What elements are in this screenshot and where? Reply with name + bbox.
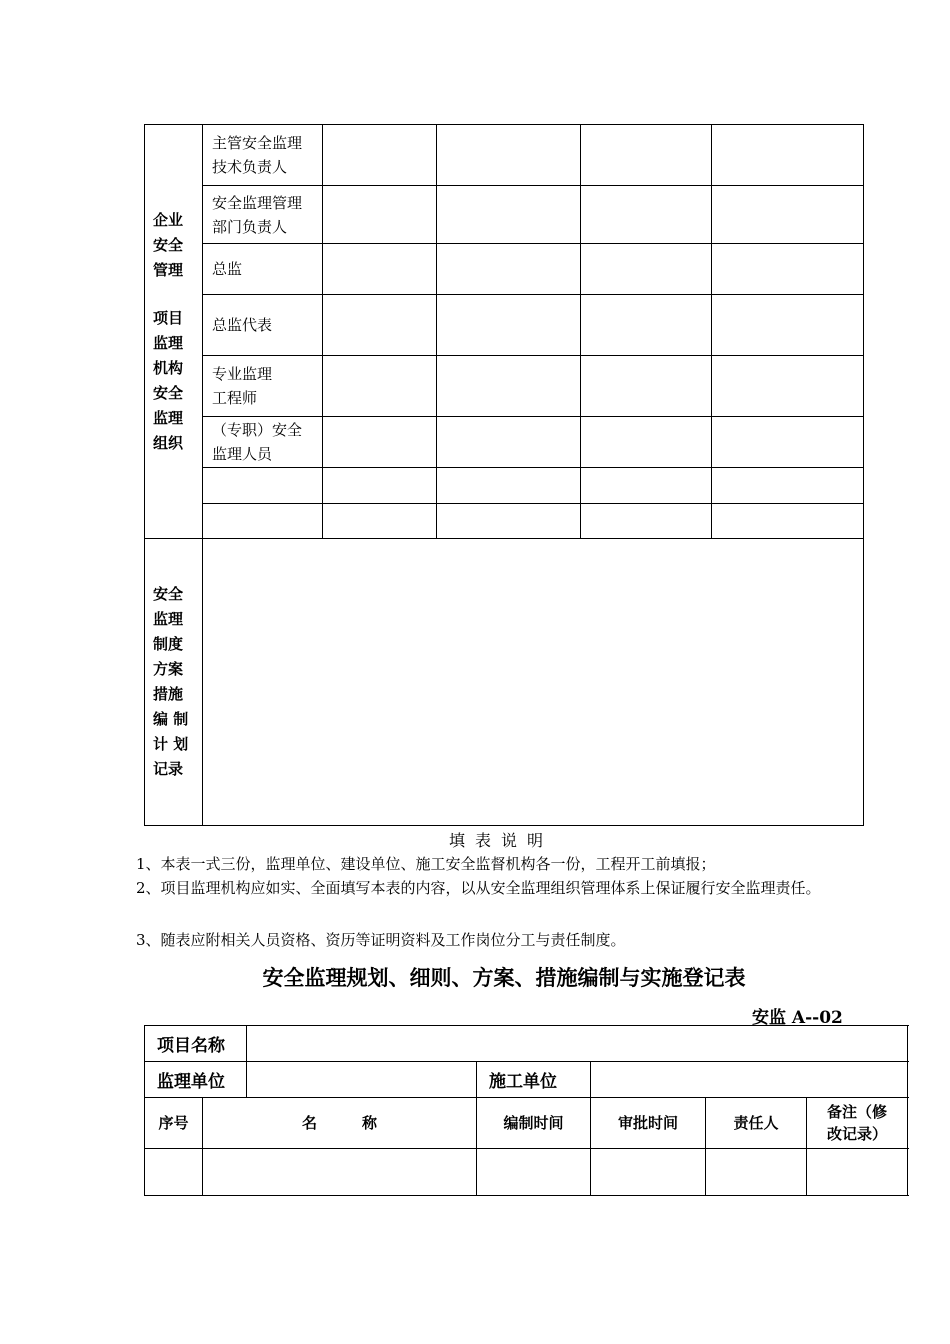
input-cell[interactable] (712, 356, 864, 417)
input-cell[interactable] (203, 468, 323, 504)
input-cell[interactable] (437, 186, 581, 244)
notes-title: 填表说明 (448, 831, 553, 850)
input-cell[interactable] (437, 504, 581, 539)
col-compile-time: 编制时间 (477, 1098, 591, 1149)
project-name-field[interactable] (247, 1026, 908, 1062)
input-cell[interactable] (712, 468, 864, 504)
input-cell[interactable] (323, 356, 437, 417)
col-name: 名 称 (203, 1098, 477, 1149)
input-cell[interactable] (807, 1149, 908, 1196)
form-code: 安监 A--02 (752, 1008, 843, 1028)
plan-record-label: 安全 监理 制度 方案 措施 编 制 计 划 记录 (145, 539, 203, 826)
side-bottom-3: 机构 (153, 358, 184, 377)
input-cell[interactable] (437, 468, 581, 504)
col-approve-time: 审批时间 (591, 1098, 706, 1149)
role-cell: 总监 (203, 244, 323, 295)
input-cell[interactable] (437, 356, 581, 417)
role-cell: 总监代表 (203, 295, 323, 356)
side-bottom-2: 监理 (153, 333, 184, 352)
project-name-label: 项目名称 (145, 1026, 247, 1062)
input-cell[interactable] (712, 417, 864, 468)
input-cell[interactable] (581, 468, 712, 504)
role-cell: 主管安全监理 技术负责人 (203, 125, 323, 186)
supervisor-field[interactable] (247, 1062, 477, 1098)
input-cell[interactable] (203, 1149, 477, 1196)
side-bottom-1: 项目 (153, 308, 184, 327)
side-bottom-6: 组织 (153, 433, 184, 452)
input-cell[interactable] (581, 417, 712, 468)
role-cell: 安全监理管理 部门负责人 (203, 186, 323, 244)
input-cell[interactable] (323, 295, 437, 356)
input-cell[interactable] (145, 1149, 203, 1196)
role-cell: （专职）安全 监理人员 (203, 417, 323, 468)
input-cell[interactable] (323, 244, 437, 295)
input-cell[interactable] (712, 295, 864, 356)
input-cell[interactable] (581, 244, 712, 295)
col-index: 序号 (145, 1098, 203, 1149)
input-cell[interactable] (437, 417, 581, 468)
input-cell[interactable] (581, 295, 712, 356)
input-cell[interactable] (712, 244, 864, 295)
form-title: 安全监理规划、细则、方案、措施编制与实施登记表 (262, 966, 746, 990)
input-cell[interactable] (712, 186, 864, 244)
input-cell[interactable] (437, 125, 581, 186)
contractor-field[interactable] (591, 1062, 908, 1098)
input-cell[interactable] (712, 125, 864, 186)
input-cell[interactable] (581, 125, 712, 186)
plan-register-table (144, 1025, 908, 1196)
contractor-label: 施工单位 (477, 1062, 591, 1098)
side-bottom-4: 安全 (153, 383, 184, 402)
input-cell[interactable] (323, 468, 437, 504)
note-1: 1、本表一式三份，监理单位、建设单位、施工安全监督机构各一份，工程开工前填报； (136, 855, 716, 873)
input-cell[interactable] (581, 356, 712, 417)
input-cell[interactable] (477, 1149, 591, 1196)
input-cell[interactable] (581, 186, 712, 244)
side-top-2: 安全 (153, 235, 184, 254)
personnel-table (144, 124, 864, 826)
input-cell[interactable] (437, 295, 581, 356)
col-responsible: 责任人 (706, 1098, 807, 1149)
input-cell[interactable] (581, 504, 712, 539)
col-remarks: 备注（修 改记录） (807, 1098, 908, 1149)
input-cell[interactable] (712, 504, 864, 539)
note-3: 3、随表应附相关人员资格、资历等证明资料及工作岗位分工与责任制度。 (136, 931, 626, 949)
input-cell[interactable] (323, 504, 437, 539)
input-cell[interactable] (203, 504, 323, 539)
input-cell[interactable] (323, 125, 437, 186)
side-top-3: 管理 (153, 260, 184, 279)
input-cell[interactable] (591, 1149, 706, 1196)
input-cell[interactable] (706, 1149, 807, 1196)
side-top-1: 企业 (153, 210, 184, 229)
org-side-label (145, 125, 203, 539)
input-cell[interactable] (323, 417, 437, 468)
plan-record-field[interactable] (203, 539, 864, 826)
side-bottom-5: 监理 (153, 408, 184, 427)
input-cell[interactable] (437, 244, 581, 295)
role-cell: 专业监理 工程师 (203, 356, 323, 417)
note-2: 2、项目监理机构应如实、全面填写本表的内容，以从安全监理组织管理体系上保证履行安全监理责任。 (136, 879, 821, 897)
supervisor-label: 监理单位 (145, 1062, 247, 1098)
input-cell[interactable] (323, 186, 437, 244)
